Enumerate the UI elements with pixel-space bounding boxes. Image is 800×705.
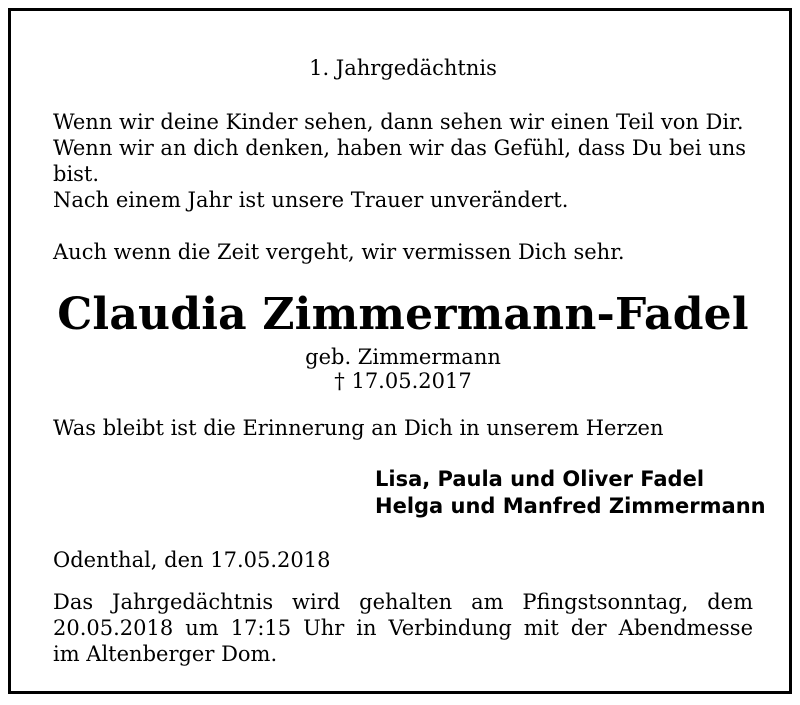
notice-heading: 1. Jahrgedächtnis [309,56,497,80]
signer-line: Helga und Manfred Zimmermann [375,494,766,518]
born-name: geb. Zimmermann [305,345,501,369]
signers-block [375,466,766,520]
notice-frame [8,8,792,694]
time-line: Auch wenn die Zeit vergeht, wir vermissen Dich sehr. [53,240,625,264]
deceased-name: Claudia Zimmermann-Fadel [57,289,749,340]
intro-line: Wenn wir deine Kinder sehen, dann sehen wir einen Teil von Dir. [53,110,744,134]
service-line: Das Jahrgedächtnis wird gehalten am Pfingstsonntag, dem [53,590,753,614]
intro-line: bist. [53,162,100,186]
death-date: † 17.05.2017 [334,369,472,393]
intro-line: Wenn wir an dich denken, haben wir das Gefühl, dass Du bei uns [53,136,747,160]
place-date: Odenthal, den 17.05.2018 [53,548,331,572]
service-line: im Altenberger Dom. [53,642,278,666]
intro-paragraph [53,109,753,213]
service-line: 20.05.2018 um 17:15 Uhr in Verbindung mit der Abendmesse [53,616,753,640]
intro-line: Nach einem Jahr ist unsere Trauer unverändert. [53,188,569,212]
memory-line: Was bleibt ist die Erinnerung an Dich in unserem Herzen [53,416,664,440]
service-paragraph [53,589,753,667]
signer-line: Lisa, Paula und Oliver Fadel [375,467,705,491]
